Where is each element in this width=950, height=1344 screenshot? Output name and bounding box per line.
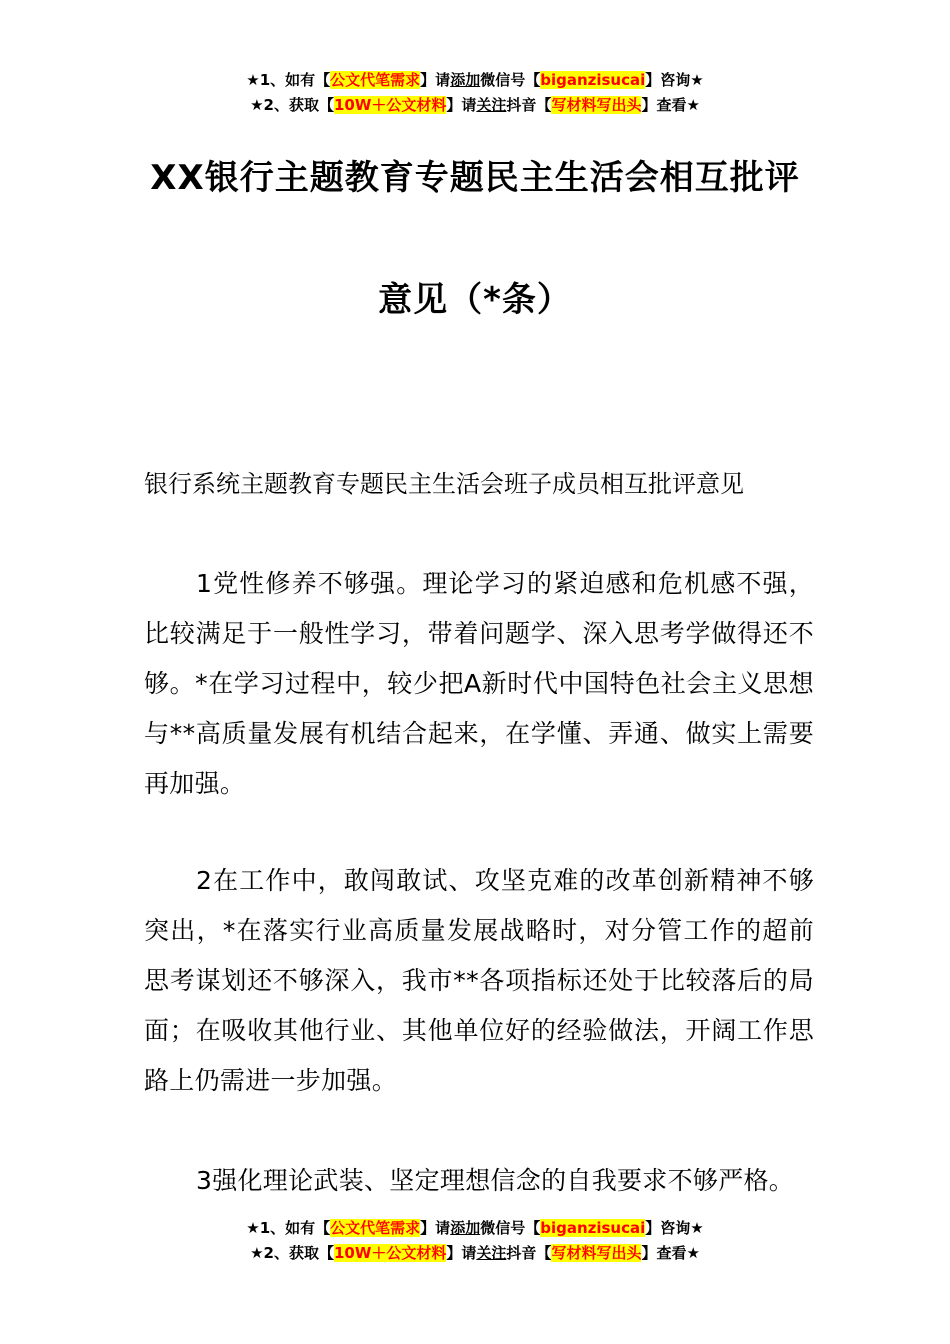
banner-text: ★1、如有【 <box>246 1219 331 1237</box>
banner-highlight: biganzisucai <box>540 71 646 89</box>
paragraph-2: 2在工作中，敢闯敢试、攻坚克难的改革创新精神不够突出，*在落实行业高质量发展战略时，对分管工作的超前思考谋划还不够深入，我市**各项指标还处于比较落后的局面；在吸收其他行业、其他单位好的经验做法，开阔工作思路上仍需进一步加强。 <box>144 866 814 1095</box>
banner-text: 微信号【 <box>480 71 541 89</box>
banner-highlight: 10W＋公文材料 <box>333 96 447 114</box>
banner-line-2 <box>0 1241 950 1266</box>
banner-text: ★1、如有【 <box>246 71 331 89</box>
document-subtitle: 银行系统主题教育专题民主生活会班子成员相互批评意见 <box>144 470 744 498</box>
banner-text: 】请 <box>420 71 451 89</box>
banner-text: 】请 <box>446 1244 477 1262</box>
banner-text: 】咨询★ <box>645 71 704 89</box>
paragraph-1: 1党性修养不够强。理论学习的紧迫感和危机感不强，比较满足于一般性学习，带着问题学、深入思考学做得还不够。*在学习过程中，较少把A新时代中国特色社会主义思想与**高质量发展有机结合起来，在学懂、弄通、做实上需要再加强。 <box>144 569 814 798</box>
banner-highlight: 公文代笔需求 <box>330 71 421 89</box>
banner-highlight: 公文代笔需求 <box>330 1219 421 1237</box>
banner-text: 】咨询★ <box>645 1219 704 1237</box>
paragraph-3: 3强化理论武装、坚定理想信念的自我要求不够严格。 <box>196 1166 795 1195</box>
header-banner <box>0 68 950 118</box>
banner-highlight: 10W＋公文材料 <box>333 1244 447 1262</box>
banner-underlined-text: 关注 <box>476 1244 507 1262</box>
banner-text: 】查看★ <box>641 96 700 114</box>
banner-highlight: 写材料写出头 <box>551 96 642 114</box>
banner-line-1 <box>0 1216 950 1241</box>
banner-underlined-text: 关注 <box>476 96 507 114</box>
banner-highlight: 写材料写出头 <box>551 1244 642 1262</box>
banner-text: ★2、获取【 <box>250 96 334 114</box>
footer-banner <box>0 1216 950 1266</box>
banner-underlined-text: 添加 <box>450 1219 481 1237</box>
banner-text: 抖音【 <box>506 1244 552 1262</box>
banner-highlight: biganzisucai <box>540 1219 646 1237</box>
banner-text: ★2、获取【 <box>250 1244 334 1262</box>
document-title-line-2: 意见（*条） <box>378 280 572 320</box>
banner-text: 】请 <box>420 1219 451 1237</box>
banner-line-2 <box>0 93 950 118</box>
banner-text: 】查看★ <box>641 1244 700 1262</box>
banner-text: 抖音【 <box>506 96 552 114</box>
banner-text: 微信号【 <box>480 1219 541 1237</box>
banner-text: 】请 <box>446 96 477 114</box>
document-title-line-1: XX银行主题教育专题民主生活会相互批评 <box>150 158 800 198</box>
banner-line-1 <box>0 68 950 93</box>
banner-underlined-text: 添加 <box>450 71 481 89</box>
